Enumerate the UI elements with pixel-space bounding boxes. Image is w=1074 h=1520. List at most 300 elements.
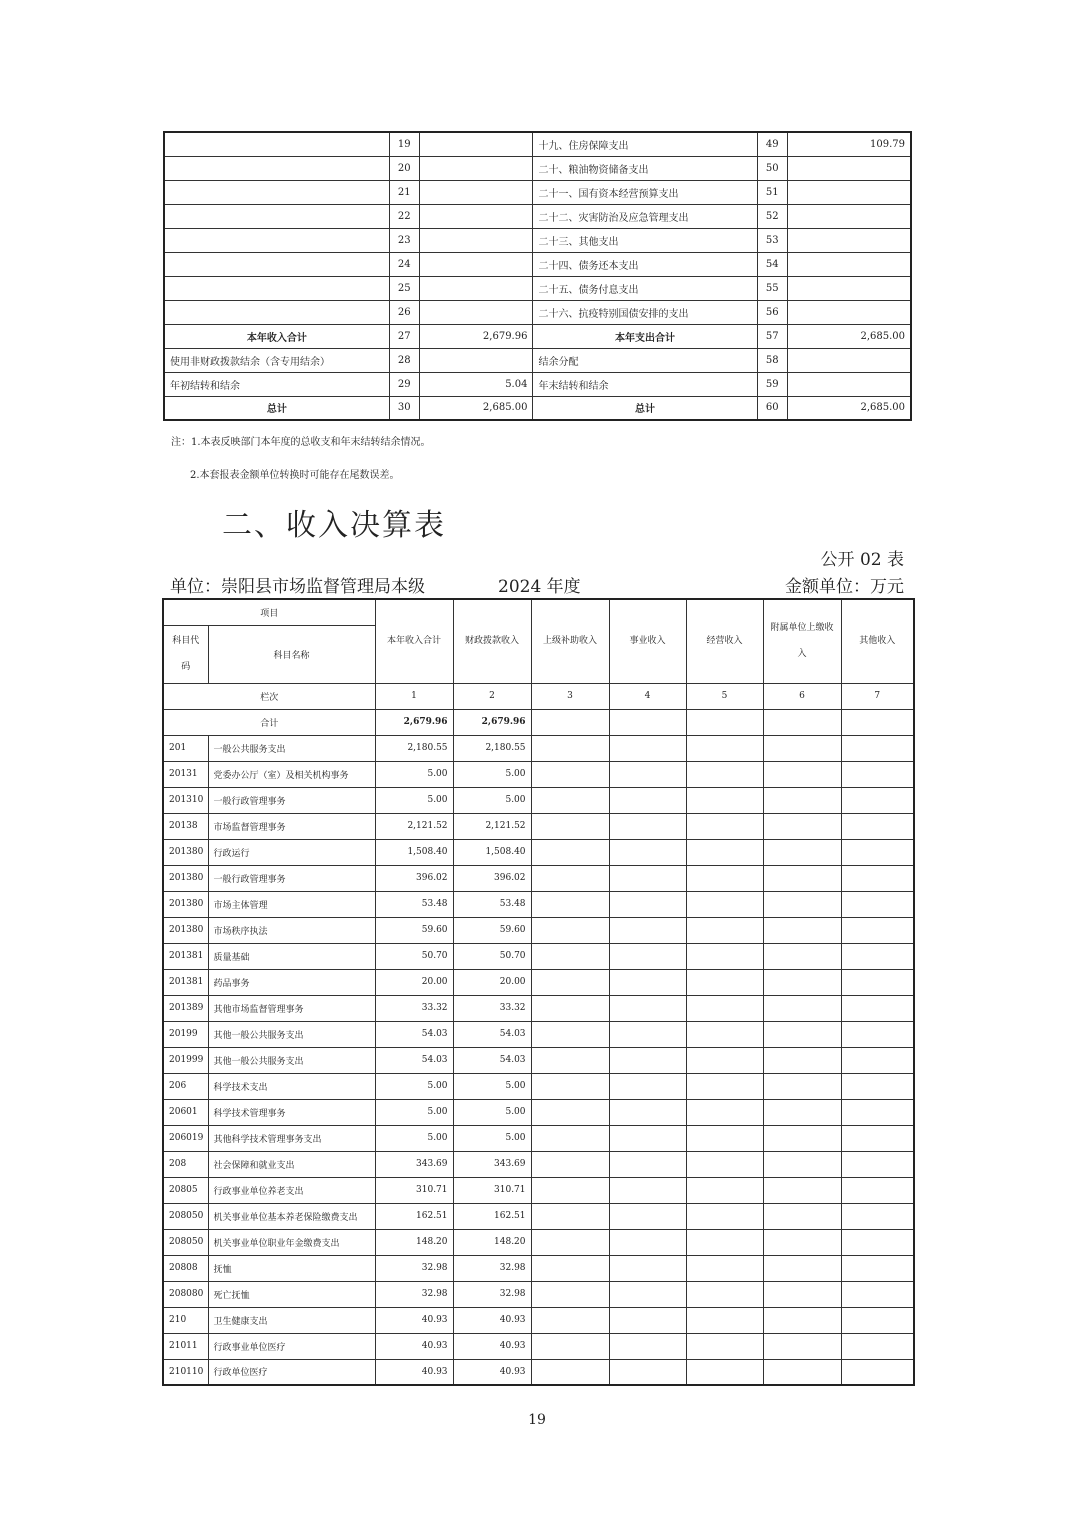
col-number: 7: [841, 683, 914, 709]
summary-right-label: 结余分配: [533, 348, 757, 372]
income-empty-cell: [763, 787, 841, 813]
income-empty-cell: [531, 1021, 609, 1047]
income-v2: 40.93: [453, 1307, 531, 1333]
income-empty-cell: [841, 969, 914, 995]
summary-left-label: 本年收入合计: [164, 324, 389, 348]
income-empty-cell: [531, 969, 609, 995]
summary-left-label: [164, 228, 389, 252]
income-code: 20808: [163, 1255, 208, 1281]
income-v2: 396.02: [453, 865, 531, 891]
income-empty-cell: [841, 787, 914, 813]
income-code: 20601: [163, 1099, 208, 1125]
income-v1: 2,121.52: [375, 813, 453, 839]
income-v2: 343.69: [453, 1151, 531, 1177]
summary-row: [164, 372, 911, 396]
income-empty-cell: [609, 969, 686, 995]
summary-row: [164, 204, 911, 228]
income-empty-cell: [841, 1125, 914, 1151]
summary-left-no: 20: [389, 156, 419, 180]
header-col1: 本年收入合计: [375, 599, 453, 683]
income-row: [163, 969, 914, 995]
income-empty-cell: [531, 1099, 609, 1125]
income-v2: 5.00: [453, 761, 531, 787]
income-code: 20199: [163, 1021, 208, 1047]
income-code: 201380: [163, 917, 208, 943]
header-name: 科目名称: [208, 625, 375, 683]
income-row: [163, 1281, 914, 1307]
income-v2: 54.03: [453, 1021, 531, 1047]
income-empty-cell: [609, 839, 686, 865]
year-label: 2024 年度: [498, 577, 581, 597]
col-number: 4: [609, 683, 686, 709]
summary-right-no: 53: [757, 228, 787, 252]
section-title: 二、收入决算表: [222, 508, 446, 543]
income-v1: 50.70: [375, 943, 453, 969]
income-name: 机关事业单位职业年金缴费支出: [208, 1229, 375, 1255]
income-empty-cell: [531, 1125, 609, 1151]
summary-left-label: [164, 180, 389, 204]
income-v2: 33.32: [453, 995, 531, 1021]
header-item: 项目: [163, 599, 375, 625]
summary-right-no: 49: [757, 132, 787, 156]
header-lanci: 栏次: [163, 683, 375, 709]
col-number: 5: [686, 683, 763, 709]
income-empty-cell: [686, 1047, 763, 1073]
income-v1: 310.71: [375, 1177, 453, 1203]
note-1: 注：1.本表反映部门本年度的总收支和年末结转结余情况。: [171, 437, 431, 448]
income-code: 210: [163, 1307, 208, 1333]
income-empty-cell: [841, 813, 914, 839]
income-empty-cell: [531, 1151, 609, 1177]
income-empty-cell: [609, 1359, 686, 1385]
income-v1: 148.20: [375, 1229, 453, 1255]
income-empty-cell: [531, 1203, 609, 1229]
income-name: 质量基础: [208, 943, 375, 969]
total-income: 2,679.96: [375, 709, 453, 735]
summary-left-amt: [419, 276, 533, 300]
income-code: 201381: [163, 943, 208, 969]
income-code: 20138: [163, 813, 208, 839]
income-empty-cell: [686, 891, 763, 917]
income-row: [163, 761, 914, 787]
summary-left-label: 使用非财政拨款结余（含专用结余）: [164, 348, 389, 372]
income-code: 208050: [163, 1229, 208, 1255]
summary-left-label: 年初结转和结余: [164, 372, 389, 396]
header-col6: 附属单位上缴收入: [763, 599, 841, 683]
income-empty-cell: [841, 891, 914, 917]
income-empty-cell: [841, 995, 914, 1021]
income-row: [163, 1099, 914, 1125]
income-empty-cell: [841, 1281, 914, 1307]
income-empty-cell: [531, 1359, 609, 1385]
income-empty-cell: [609, 1255, 686, 1281]
income-v2: 59.60: [453, 917, 531, 943]
income-code: 201380: [163, 839, 208, 865]
income-row: [163, 1177, 914, 1203]
summary-left-no: 25: [389, 276, 419, 300]
income-empty-cell: [531, 1177, 609, 1203]
income-v2: 5.00: [453, 1073, 531, 1099]
income-empty-cell: [686, 1281, 763, 1307]
summary-right-label: 二十六、抗疫特别国债安排的支出: [533, 300, 757, 324]
income-empty-cell: [686, 1125, 763, 1151]
income-code: 21011: [163, 1333, 208, 1359]
income-empty-cell: [763, 1177, 841, 1203]
summary-right-amt: [787, 180, 911, 204]
income-v2: 20.00: [453, 969, 531, 995]
income-row: [163, 943, 914, 969]
summary-right-amt: [787, 300, 911, 324]
income-empty-cell: [609, 1047, 686, 1073]
col-number: 6: [763, 683, 841, 709]
income-code: 208: [163, 1151, 208, 1177]
income-name: 其他一般公共服务支出: [208, 1047, 375, 1073]
income-empty-cell: [841, 1307, 914, 1333]
summary-right-no: 50: [757, 156, 787, 180]
income-empty-cell: [763, 1359, 841, 1385]
summary-left-label: [164, 252, 389, 276]
income-empty-cell: [531, 1281, 609, 1307]
income-code: 201: [163, 735, 208, 761]
form-number: 公开 02 表: [820, 550, 904, 570]
income-name: 一般公共服务支出: [208, 735, 375, 761]
income-empty-cell: [763, 1151, 841, 1177]
income-empty-cell: [609, 1073, 686, 1099]
income-empty-cell: [686, 761, 763, 787]
income-empty-cell: [763, 865, 841, 891]
summary-right-amt: [787, 252, 911, 276]
summary-row: [164, 228, 911, 252]
income-row: [163, 995, 914, 1021]
income-name: 市场秩序执法: [208, 917, 375, 943]
summary-left-amt: [419, 132, 533, 156]
income-empty-cell: [763, 1203, 841, 1229]
income-empty-cell: [609, 1021, 686, 1047]
summary-left-amt: [419, 228, 533, 252]
income-v2: 40.93: [453, 1333, 531, 1359]
income-v1: 162.51: [375, 1203, 453, 1229]
income-empty-cell: [686, 813, 763, 839]
summary-right-label: 二十三、其他支出: [533, 228, 757, 252]
income-empty-cell: [531, 787, 609, 813]
income-empty-cell: [841, 1203, 914, 1229]
summary-left-no: 24: [389, 252, 419, 276]
summary-right-amt: [787, 276, 911, 300]
income-name: 药品事务: [208, 969, 375, 995]
total-label: 合计: [163, 709, 375, 735]
income-row: [163, 839, 914, 865]
income-v1: 5.00: [375, 761, 453, 787]
income-empty-cell: [763, 969, 841, 995]
summary-row: [164, 180, 911, 204]
income-empty-cell: [609, 1203, 686, 1229]
income-row: [163, 1203, 914, 1229]
income-code: 206019: [163, 1125, 208, 1151]
income-empty-cell: [763, 995, 841, 1021]
income-empty-cell: [841, 839, 914, 865]
summary-right-label: 二十五、债务付息支出: [533, 276, 757, 300]
income-row: [163, 1229, 914, 1255]
income-name: 行政事业单位养老支出: [208, 1177, 375, 1203]
income-row: [163, 735, 914, 761]
summary-left-amt: 5.04: [419, 372, 533, 396]
summary-right-label: 二十一、国有资本经营预算支出: [533, 180, 757, 204]
income-empty-cell: [763, 1047, 841, 1073]
header-col3: 上级补助收入: [531, 599, 609, 683]
col-number: 3: [531, 683, 609, 709]
income-empty-cell: [686, 1099, 763, 1125]
income-empty-cell: [841, 1229, 914, 1255]
summary-right-no: 58: [757, 348, 787, 372]
income-v2: 50.70: [453, 943, 531, 969]
income-empty-cell: [531, 1073, 609, 1099]
income-name: 行政单位医疗: [208, 1359, 375, 1385]
income-empty-cell: [686, 1073, 763, 1099]
income-empty-cell: [531, 917, 609, 943]
income-v2: 5.00: [453, 1125, 531, 1151]
income-v1: 40.93: [375, 1359, 453, 1385]
income-empty-cell: [609, 943, 686, 969]
income-empty-cell: [841, 917, 914, 943]
income-v2: 54.03: [453, 1047, 531, 1073]
note-2: 2.本套报表金额单位转换时可能存在尾数误差。: [190, 470, 400, 481]
income-empty-cell: [609, 1125, 686, 1151]
income-empty-cell: [841, 1177, 914, 1203]
summary-right-no: 54: [757, 252, 787, 276]
income-name: 党委办公厅（室）及相关机构事务: [208, 761, 375, 787]
income-name: 市场主体管理: [208, 891, 375, 917]
summary-left-amt: [419, 300, 533, 324]
income-v2: 1,508.40: [453, 839, 531, 865]
income-row: [163, 1047, 914, 1073]
income-v2: 5.00: [453, 1099, 531, 1125]
income-empty-cell: [531, 1255, 609, 1281]
header-col2: 财政拨款收入: [453, 599, 531, 683]
income-code: 208050: [163, 1203, 208, 1229]
income-empty-cell: [531, 813, 609, 839]
income-empty-cell: [841, 865, 914, 891]
income-empty-cell: [609, 813, 686, 839]
summary-right-label: 总计: [533, 396, 757, 420]
income-empty-cell: [686, 1021, 763, 1047]
income-code: 20805: [163, 1177, 208, 1203]
summary-right-label: 本年支出合计: [533, 324, 757, 348]
income-empty-cell: [763, 1021, 841, 1047]
summary-row: [164, 348, 911, 372]
page-number: 19: [528, 1412, 546, 1428]
income-v1: 343.69: [375, 1151, 453, 1177]
income-empty-cell: [763, 1255, 841, 1281]
income-v1: 396.02: [375, 865, 453, 891]
summary-left-no: 28: [389, 348, 419, 372]
income-name: 市场监督管理事务: [208, 813, 375, 839]
income-empty-cell: [841, 1099, 914, 1125]
summary-left-no: 30: [389, 396, 419, 420]
income-empty-cell: [841, 1333, 914, 1359]
summary-right-label: 十九、住房保障支出: [533, 132, 757, 156]
income-empty-cell: [609, 761, 686, 787]
income-empty-cell: [686, 917, 763, 943]
income-empty-cell: [763, 1099, 841, 1125]
income-row: [163, 891, 914, 917]
income-v1: 5.00: [375, 1099, 453, 1125]
summary-right-amt: [787, 204, 911, 228]
income-name: 一般行政管理事务: [208, 787, 375, 813]
summary-left-amt: 2,685.00: [419, 396, 533, 420]
income-empty-cell: [531, 891, 609, 917]
income-table: [162, 598, 915, 1386]
income-empty-cell: [531, 761, 609, 787]
income-empty-cell: [763, 891, 841, 917]
header-col7: 其他收入: [841, 599, 914, 683]
income-empty-cell: [686, 787, 763, 813]
income-v1: 32.98: [375, 1255, 453, 1281]
summary-left-label: [164, 132, 389, 156]
income-row: [163, 1359, 914, 1385]
summary-right-no: 56: [757, 300, 787, 324]
income-empty-cell: [686, 1203, 763, 1229]
summary-row: [164, 132, 911, 156]
income-empty-cell: [609, 1333, 686, 1359]
summary-right-label: 二十、粮油物资储备支出: [533, 156, 757, 180]
income-empty-cell: [763, 813, 841, 839]
summary-right-amt: 2,685.00: [787, 324, 911, 348]
summary-row: [164, 276, 911, 300]
income-code: 201381: [163, 969, 208, 995]
income-v1: 53.48: [375, 891, 453, 917]
income-empty-cell: [531, 1229, 609, 1255]
income-empty-cell: [763, 1281, 841, 1307]
income-row: [163, 1151, 914, 1177]
income-row: [163, 787, 914, 813]
income-empty-cell: [841, 943, 914, 969]
summary-right-amt: [787, 372, 911, 396]
summary-left-amt: [419, 348, 533, 372]
income-empty-cell: [841, 1021, 914, 1047]
summary-row: [164, 396, 911, 420]
income-v1: 5.00: [375, 1125, 453, 1151]
income-empty-cell: [841, 1151, 914, 1177]
income-empty-cell: [841, 735, 914, 761]
summary-right-amt: 109.79: [787, 132, 911, 156]
amount-unit-label: 金额单位：万元: [785, 577, 904, 597]
income-name: 一般行政管理事务: [208, 865, 375, 891]
income-name: 社会保障和就业支出: [208, 1151, 375, 1177]
income-empty-cell: [841, 761, 914, 787]
summary-row: [164, 156, 911, 180]
summary-left-label: 总计: [164, 396, 389, 420]
income-empty-cell: [763, 943, 841, 969]
summary-left-no: 19: [389, 132, 419, 156]
income-row: [163, 1073, 914, 1099]
income-empty-cell: [686, 735, 763, 761]
income-row: [163, 1255, 914, 1281]
header-col5: 经营收入: [686, 599, 763, 683]
income-v1: 5.00: [375, 787, 453, 813]
summary-left-no: 26: [389, 300, 419, 324]
summary-right-amt: [787, 228, 911, 252]
income-empty-cell: [686, 1255, 763, 1281]
income-empty-cell: [531, 865, 609, 891]
summary-left-no: 27: [389, 324, 419, 348]
income-row: [163, 865, 914, 891]
income-row: [163, 1021, 914, 1047]
income-name: 死亡抚恤: [208, 1281, 375, 1307]
income-code: 201380: [163, 865, 208, 891]
income-empty-cell: [763, 1307, 841, 1333]
income-empty-cell: [531, 839, 609, 865]
income-name: 行政事业单位医疗: [208, 1333, 375, 1359]
income-empty-cell: [686, 1151, 763, 1177]
summary-right-no: 55: [757, 276, 787, 300]
summary-left-label: [164, 300, 389, 324]
income-v2: 148.20: [453, 1229, 531, 1255]
summary-row: [164, 324, 911, 348]
income-empty-cell: [609, 787, 686, 813]
income-empty-cell: [531, 1333, 609, 1359]
income-row: [163, 917, 914, 943]
income-empty-cell: [609, 917, 686, 943]
income-empty-cell: [609, 1099, 686, 1125]
income-code: 210110: [163, 1359, 208, 1385]
income-empty-cell: [686, 995, 763, 1021]
income-v1: 54.03: [375, 1021, 453, 1047]
income-empty-cell: [841, 1359, 914, 1385]
income-v1: 20.00: [375, 969, 453, 995]
income-row: [163, 1333, 914, 1359]
income-empty-cell: [763, 1333, 841, 1359]
summary-row: [164, 252, 911, 276]
income-code: 201380: [163, 891, 208, 917]
income-empty-cell: [686, 1333, 763, 1359]
income-empty-cell: [531, 995, 609, 1021]
income-empty-cell: [841, 1255, 914, 1281]
income-code: 201310: [163, 787, 208, 813]
income-v2: 53.48: [453, 891, 531, 917]
summary-left-no: 22: [389, 204, 419, 228]
income-empty-cell: [686, 943, 763, 969]
income-empty-cell: [609, 1281, 686, 1307]
unit-label: 单位：崇阳县市场监督管理局本级: [170, 577, 425, 597]
income-v1: 54.03: [375, 1047, 453, 1073]
income-v1: 40.93: [375, 1333, 453, 1359]
summary-left-no: 23: [389, 228, 419, 252]
summary-right-amt: [787, 156, 911, 180]
income-empty-cell: [763, 735, 841, 761]
income-v2: 40.93: [453, 1359, 531, 1385]
col-number: 2: [453, 683, 531, 709]
income-empty-cell: [763, 917, 841, 943]
income-v2: 32.98: [453, 1281, 531, 1307]
income-v1: 1,508.40: [375, 839, 453, 865]
income-name: 科学技术管理事务: [208, 1099, 375, 1125]
income-empty-cell: [686, 1177, 763, 1203]
summary-left-label: [164, 276, 389, 300]
income-name: 抚恤: [208, 1255, 375, 1281]
summary-right-amt: 2,685.00: [787, 396, 911, 420]
summary-left-no: 21: [389, 180, 419, 204]
summary-left-amt: [419, 252, 533, 276]
income-empty-cell: [686, 1307, 763, 1333]
summary-right-label: 年末结转和结余: [533, 372, 757, 396]
summary-left-label: [164, 204, 389, 228]
total-fiscal: 2,679.96: [453, 709, 531, 735]
summary-left-label: [164, 156, 389, 180]
income-v2: 162.51: [453, 1203, 531, 1229]
income-v2: 310.71: [453, 1177, 531, 1203]
income-v1: 40.93: [375, 1307, 453, 1333]
income-name: 行政运行: [208, 839, 375, 865]
